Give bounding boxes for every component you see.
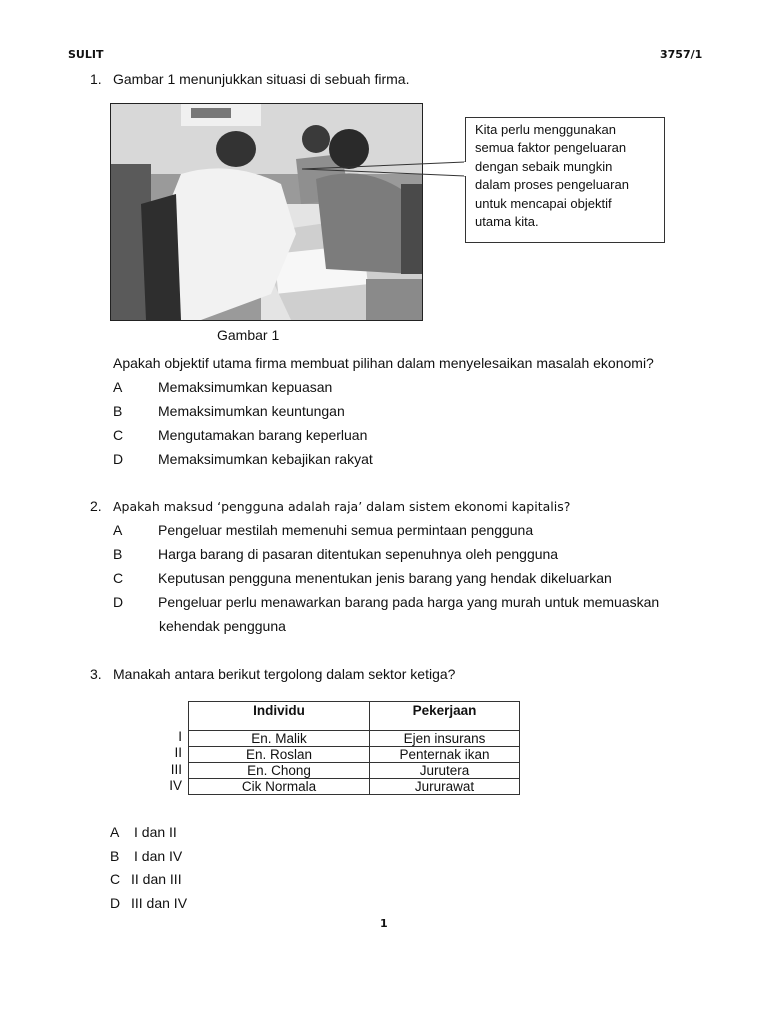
q1-option-b[interactable]: Memaksimumkan keuntungan (158, 403, 345, 419)
cell-pekerjaan: Penternak ikan (370, 747, 520, 763)
q2-text: Apakah maksud ‘pengguna adalah raja’ dalam sistem ekonomi kapitalis? (113, 499, 571, 514)
q2-option-b-letter: B (113, 546, 123, 562)
q2-option-a[interactable]: Pengeluar mestilah memenuhi semua permintaan pengguna (158, 522, 534, 538)
q3-option-a-letter: A (110, 824, 120, 840)
q3-option-a[interactable]: I dan II (134, 824, 177, 840)
speech-line: untuk mencapai objektif (475, 195, 612, 211)
q1-option-a-letter: A (113, 379, 123, 395)
q3-option-b[interactable]: I dan IV (134, 848, 183, 864)
q2-option-c-letter: C (113, 570, 124, 586)
q3-text: Manakah antara berikut tergolong dalam sektor ketiga? (113, 666, 456, 682)
q3-option-b-letter: B (110, 848, 120, 864)
header-right: 3757/1 (660, 48, 703, 61)
speech-bubble (465, 117, 665, 243)
cell-individu: Cik Normala (189, 779, 370, 795)
table-row (189, 763, 520, 779)
table-row (189, 731, 520, 747)
q2-number: 2. (90, 498, 102, 514)
figure-caption: Gambar 1 (217, 327, 280, 343)
row-label: II (174, 745, 182, 760)
q1-option-d-letter: D (113, 451, 124, 467)
speech-line: utama kita. (475, 214, 539, 230)
callout-pointer (300, 160, 470, 180)
q1-text: Gambar 1 menunjukkan situasi di sebuah firma. (113, 71, 410, 87)
speech-line: semua faktor pengeluaran (475, 140, 627, 156)
q2-option-b[interactable]: Harga barang di pasaran ditentukan sepenuhnya oleh pengguna (158, 546, 559, 562)
cell-pekerjaan: Ejen insurans (370, 731, 520, 747)
table-row (189, 779, 520, 795)
cell-individu: En. Chong (189, 763, 370, 779)
occupation-table (188, 701, 520, 795)
q3-option-d-letter: D (110, 895, 121, 911)
q2-option-a-letter: A (113, 522, 123, 538)
gambar-1-photo (110, 103, 423, 321)
speech-line: dalam proses pengeluaran (475, 177, 629, 193)
cell-individu: En. Roslan (189, 747, 370, 763)
speech-line: dengan sebaik mungkin (475, 158, 613, 174)
q1-option-b-letter: B (113, 403, 123, 419)
q1-option-c[interactable]: Mengutamakan barang keperluan (158, 427, 368, 443)
cell-individu: En. Malik (189, 731, 370, 747)
row-label: IV (169, 778, 182, 793)
header-left: SULIT (68, 48, 104, 61)
header-pekerjaan: Pekerjaan (370, 702, 520, 731)
page-number: 1 (380, 917, 388, 930)
q2-option-c[interactable]: Keputusan pengguna menentukan jenis barang yang hendak dikeluarkan (158, 570, 612, 586)
q3-option-c-letter: C (110, 871, 121, 887)
header-individu: Individu (189, 702, 370, 731)
q2-option-d-continued[interactable]: kehendak pengguna (159, 618, 286, 634)
row-label: III (170, 762, 182, 777)
q1-number: 1. (90, 71, 102, 87)
q3-option-d[interactable]: III dan IV (131, 895, 188, 911)
row-label: I (178, 729, 182, 744)
q1-option-a[interactable]: Memaksimumkan kepuasan (158, 379, 333, 395)
q1-question: Apakah objektif utama firma membuat pilihan dalam menyelesaikan masalah ekonomi? (113, 355, 654, 371)
cell-pekerjaan: Jurutera (370, 763, 520, 779)
q2-option-d[interactable]: Pengeluar perlu menawarkan barang pada harga yang murah untuk memuaskan (158, 594, 660, 610)
table-header-row (189, 702, 520, 731)
q1-option-c-letter: C (113, 427, 124, 443)
q3-number: 3. (90, 666, 102, 682)
cell-pekerjaan: Jururawat (370, 779, 520, 795)
q3-option-c[interactable]: II dan III (131, 871, 182, 887)
speech-line: Kita perlu menggunakan (475, 122, 616, 137)
table-row (189, 747, 520, 763)
q2-option-d-letter: D (113, 594, 124, 610)
q1-option-d[interactable]: Memaksimumkan kebajikan rakyat (158, 451, 373, 467)
